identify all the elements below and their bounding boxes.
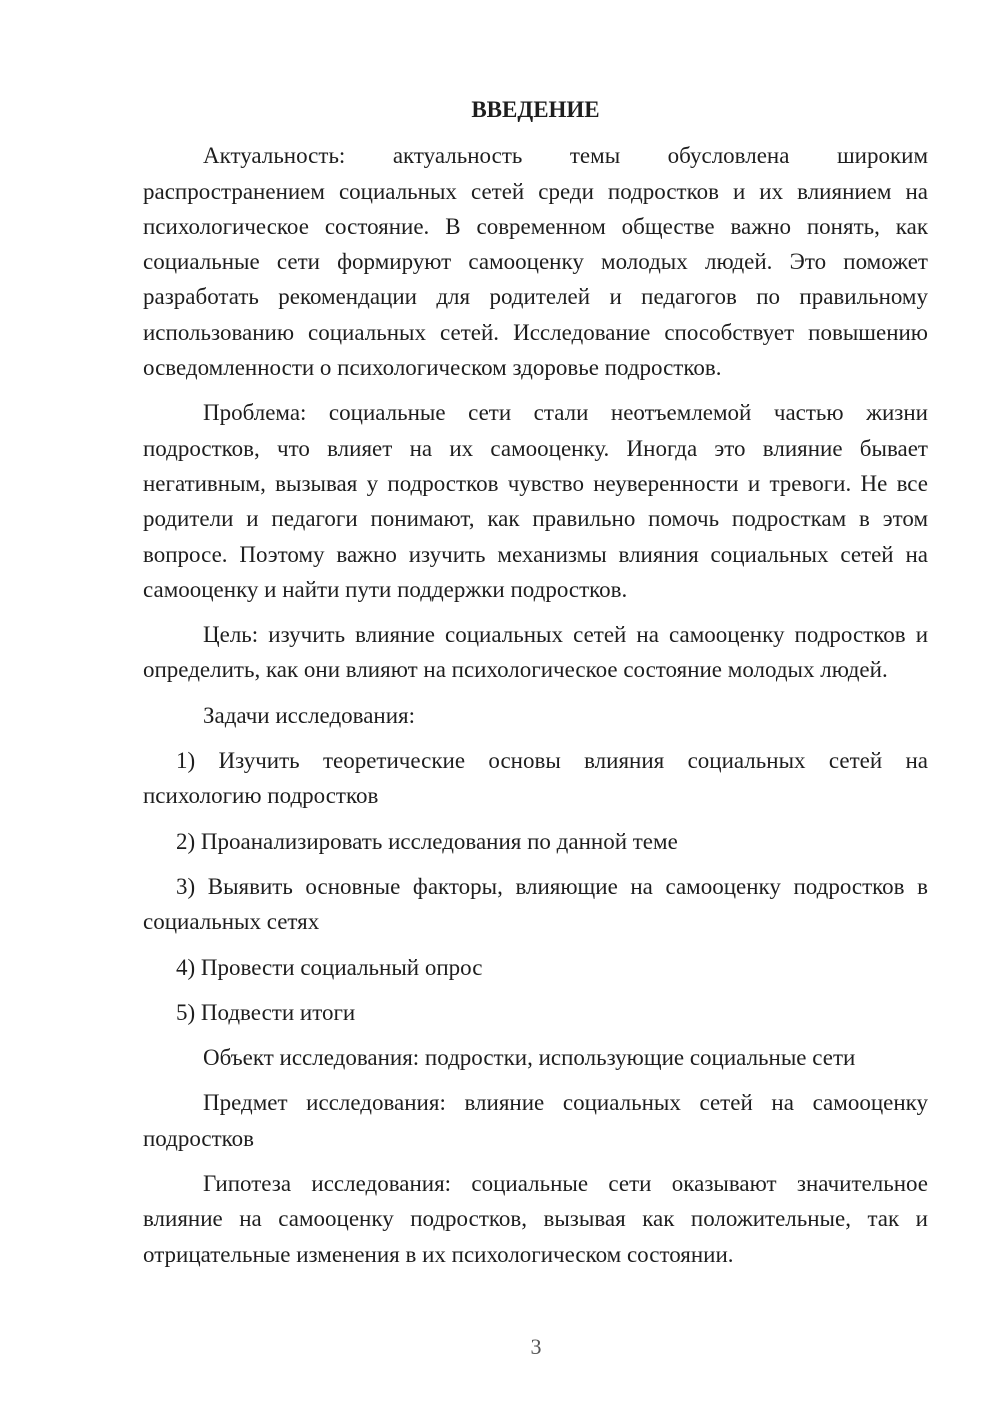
task-item-1: 1) Изучить теоретические основы влияния социальных сетей на психологию подростков [143, 748, 928, 809]
task-item-5: 5) Подвести итоги [176, 999, 356, 1025]
paragraph-subject: Предмет исследования: влияние социальных сетей на самооценку подростков [143, 1090, 928, 1151]
task-item-3: 3) Выявить основные факторы, влияющие на самооценку подростков в социальных сетях [143, 873, 928, 935]
paragraph-hypothesis: Гипотеза исследования: социальные сети оказывают значительное влияние на самооценку подростков, вызывая как положительные, так и отрицательные изменения в их психологическом состоянии. [143, 1171, 928, 1267]
tasks-heading: Задачи исследования: [203, 702, 416, 728]
section-title: ВВЕДЕНИЕ [471, 97, 600, 122]
task-item-2: 2) Проанализировать исследования по данной теме [176, 828, 678, 854]
paragraph-goal: Цель: изучить влияние социальных сетей на самооценку подростков и определить, как они влияют на психологическое состояние молодых людей. [143, 622, 928, 683]
paragraph-problem: Проблема: социальные сети стали неотъемлемой частью жизни подростков, что влияет на их самооценку. Иногда это влияние бывает негативным, вызывая у подростков чувство неуверенности и тревоги. Не все родители и педагоги понимают, как правильно помочь подросткам в этом вопросе. Поэтому важно изучить механизмы влияния социальных сетей на самооценку и найти пути поддержки подростков. [143, 400, 928, 602]
task-item-4: 4) Провести социальный опрос [176, 954, 483, 980]
paragraph-object: Объект исследования: подростки, использующие социальные сети [203, 1045, 856, 1071]
page-number: 3 [530, 1334, 542, 1359]
paragraph-relevance: Актуальность: актуальность темы обусловлена широким распространением социальных сетей среди подростков и их влиянием на психологическое состояние. В современном обществе важно понять, как социальные сети формируют самооценку молодых людей. Это поможет разработать рекомендации для родителей и педагогов по правильному использованию социальных сетей. Исследование способствует повышению осведомленности о психологическом здоровье подростков. [143, 143, 928, 381]
page-content [143, 92, 928, 1282]
